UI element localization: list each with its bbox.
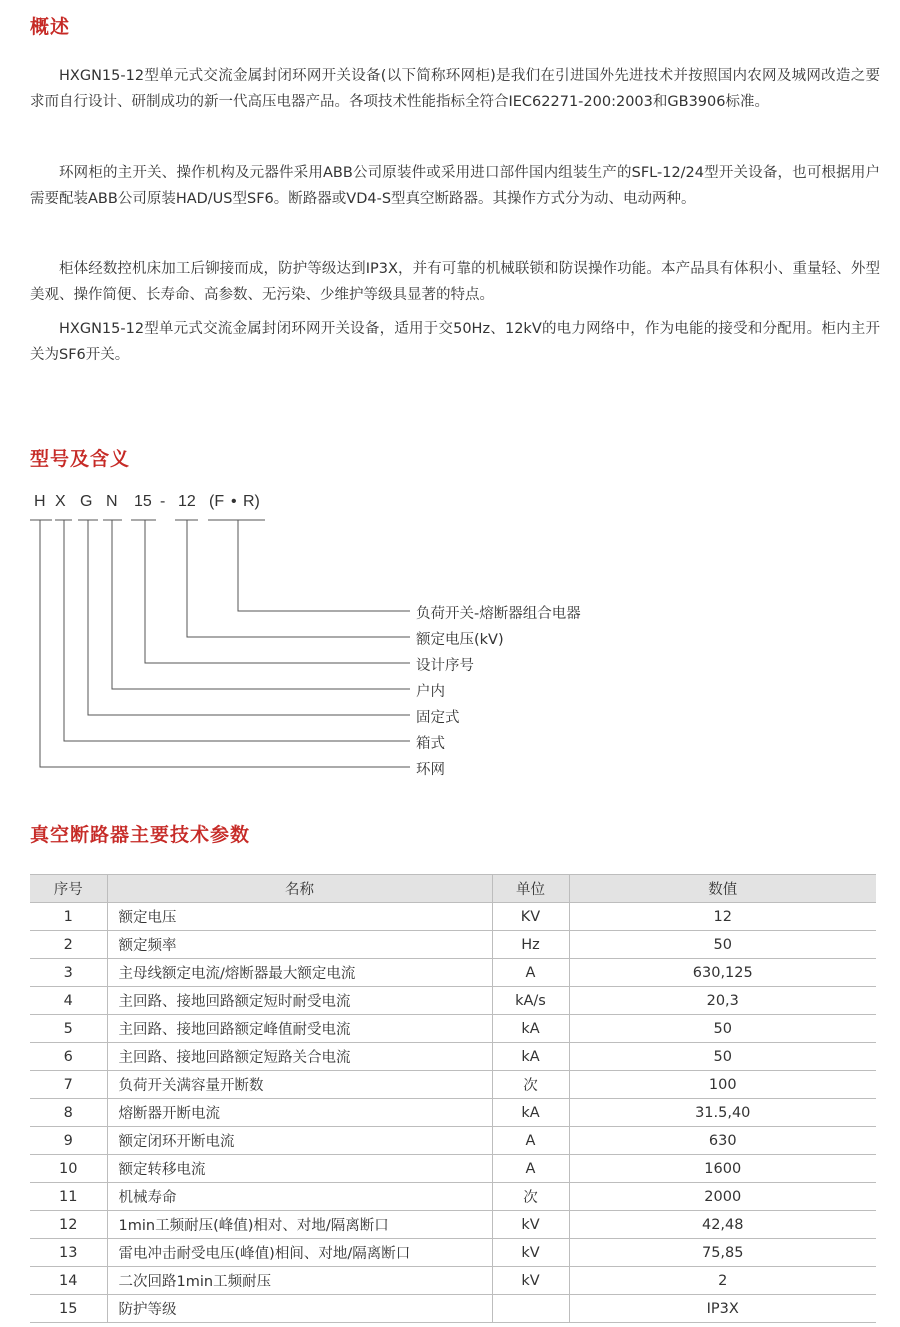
cell-value: 50	[569, 931, 876, 959]
cell-unit: kA/s	[492, 987, 569, 1015]
header-unit: 单位	[492, 875, 569, 903]
code-part-f: (F	[209, 493, 225, 510]
cell-unit: A	[492, 959, 569, 987]
cell-index: 7	[30, 1071, 107, 1099]
cell-name: 额定转移电流	[107, 1155, 492, 1183]
overview-paragraph-3: 柜体经数控机床加工后铆接而成，防护等级达到IP3X，并有可靠的机械联锁和防误操作功能。本产品具有体积小、重量轻、外型美观、操作简便、长寿命、高参数、无污染、少维护等级具显著的特点。	[30, 261, 880, 303]
cell-name: 主回路、接地回路额定短路关合电流	[107, 1043, 492, 1071]
cell-unit: kA	[492, 1043, 569, 1071]
meaning-design-serial: 设计序号	[416, 658, 474, 674]
cell-unit: kA	[492, 1015, 569, 1043]
cell-name: 主母线额定电流/熔断器最大额定电流	[107, 959, 492, 987]
cell-name: 负荷开关满容量开断数	[107, 1071, 492, 1099]
overview-title: 概述	[30, 16, 71, 38]
table-row	[30, 959, 876, 987]
code-part-12: 12	[178, 493, 196, 510]
cell-unit: 次	[492, 1183, 569, 1211]
table-row	[30, 1099, 876, 1127]
cell-value: 2	[569, 1267, 876, 1295]
code-part-n: N	[106, 493, 118, 510]
cell-index: 10	[30, 1155, 107, 1183]
table-row	[30, 903, 876, 931]
specs-title: 真空断路器主要技术参数	[30, 824, 251, 846]
cell-index: 4	[30, 987, 107, 1015]
meaning-fuse-combination: 负荷开关-熔断器组合电器	[416, 606, 581, 622]
cell-value: 20,3	[569, 987, 876, 1015]
cell-name: 防护等级	[107, 1295, 492, 1323]
table-header-row	[30, 875, 876, 903]
cell-value: 1600	[569, 1155, 876, 1183]
table-row	[30, 1211, 876, 1239]
table-row	[30, 1015, 876, 1043]
table-row	[30, 1267, 876, 1295]
meaning-ring-network: 环网	[416, 762, 445, 778]
code-part-g: G	[80, 493, 93, 510]
meaning-fixed: 固定式	[416, 710, 460, 726]
code-part-15: 15	[134, 493, 152, 510]
cell-value: 75,85	[569, 1239, 876, 1267]
header-index: 序号	[30, 875, 107, 903]
header-name: 名称	[107, 875, 492, 903]
cell-name: 额定闭环开断电流	[107, 1127, 492, 1155]
cell-name: 二次回路1min工频耐压	[107, 1267, 492, 1295]
specs-table-body	[30, 903, 876, 1323]
cell-value: 50	[569, 1015, 876, 1043]
cell-value: 2000	[569, 1183, 876, 1211]
cell-value: IP3X	[569, 1295, 876, 1323]
meaning-rated-voltage: 额定电压(kV)	[416, 632, 504, 648]
cell-value: 31.5,40	[569, 1099, 876, 1127]
cell-index: 15	[30, 1295, 107, 1323]
cell-name: 额定电压	[107, 903, 492, 931]
table-row	[30, 931, 876, 959]
cell-index: 5	[30, 1015, 107, 1043]
cell-value: 50	[569, 1043, 876, 1071]
header-value: 数值	[569, 875, 876, 903]
cell-unit: kV	[492, 1239, 569, 1267]
table-row	[30, 1183, 876, 1211]
cell-unit: kA	[492, 1099, 569, 1127]
table-row	[30, 1043, 876, 1071]
cell-index: 8	[30, 1099, 107, 1127]
cell-index: 6	[30, 1043, 107, 1071]
cell-value: 630,125	[569, 959, 876, 987]
cell-index: 11	[30, 1183, 107, 1211]
cell-index: 2	[30, 931, 107, 959]
cell-unit: kV	[492, 1211, 569, 1239]
cell-index: 13	[30, 1239, 107, 1267]
code-part-x: X	[55, 493, 66, 510]
table-row	[30, 1127, 876, 1155]
cell-index: 1	[30, 903, 107, 931]
cell-name: 主回路、接地回路额定峰值耐受电流	[107, 1015, 492, 1043]
cell-unit: KV	[492, 903, 569, 931]
overview-paragraph-1: HXGN15-12型单元式交流金属封闭环网开关设备(以下简称环网柜)是我们在引进国外先进技术并按照国内农网及城网改造之要求而自行设计、研制成功的新一代高压电器产品。各项技术性能指标全符合IEC62271-200:2003和GB3906标准。	[30, 68, 880, 110]
cell-index: 3	[30, 959, 107, 987]
cell-value: 100	[569, 1071, 876, 1099]
cell-unit: kV	[492, 1267, 569, 1295]
cell-name: 主回路、接地回路额定短时耐受电流	[107, 987, 492, 1015]
model-title: 型号及含义	[30, 448, 131, 470]
meaning-box: 箱式	[416, 736, 445, 752]
cell-unit: A	[492, 1155, 569, 1183]
table-row	[30, 1155, 876, 1183]
cell-name: 1min工频耐压(峰值)相对、对地/隔离断口	[107, 1211, 492, 1239]
cell-value: 42,48	[569, 1211, 876, 1239]
code-part-dot: •	[231, 493, 237, 510]
cell-value: 12	[569, 903, 876, 931]
code-part-dash: -	[160, 493, 166, 510]
meaning-indoor: 户内	[416, 684, 445, 700]
code-part-h: H	[34, 493, 46, 510]
cell-name: 雷电冲击耐受电压(峰值)相间、对地/隔离断口	[107, 1239, 492, 1267]
cell-name: 机械寿命	[107, 1183, 492, 1211]
overview-paragraph-4: HXGN15-12型单元式交流金属封闭环网开关设备，适用于交50Hz、12kV的电力网络中，作为电能的接受和分配用。柜内主开关为SF6开关。	[30, 321, 880, 363]
cell-name: 额定频率	[107, 931, 492, 959]
cell-unit: A	[492, 1127, 569, 1155]
overview-paragraph-2: 环网柜的主开关、操作机构及元器件采用ABB公司原装件或采用进口部件国内组装生产的SFL-12/24型开关设备，也可根据用户需要配装ABB公司原装HAD/US型SF6。断路器或VD4-S型真空断路器。其操作方式分为动、电动两种。	[30, 165, 880, 207]
cell-unit	[492, 1295, 569, 1323]
cell-index: 9	[30, 1127, 107, 1155]
specs-table	[30, 874, 876, 1323]
cell-value: 630	[569, 1127, 876, 1155]
table-row	[30, 987, 876, 1015]
table-row	[30, 1239, 876, 1267]
table-row	[30, 1071, 876, 1099]
cell-index: 14	[30, 1267, 107, 1295]
table-row	[30, 1295, 876, 1323]
cell-name: 熔断器开断电流	[107, 1099, 492, 1127]
cell-unit: Hz	[492, 931, 569, 959]
cell-index: 12	[30, 1211, 107, 1239]
cell-unit: 次	[492, 1071, 569, 1099]
code-part-r: R)	[243, 493, 260, 510]
